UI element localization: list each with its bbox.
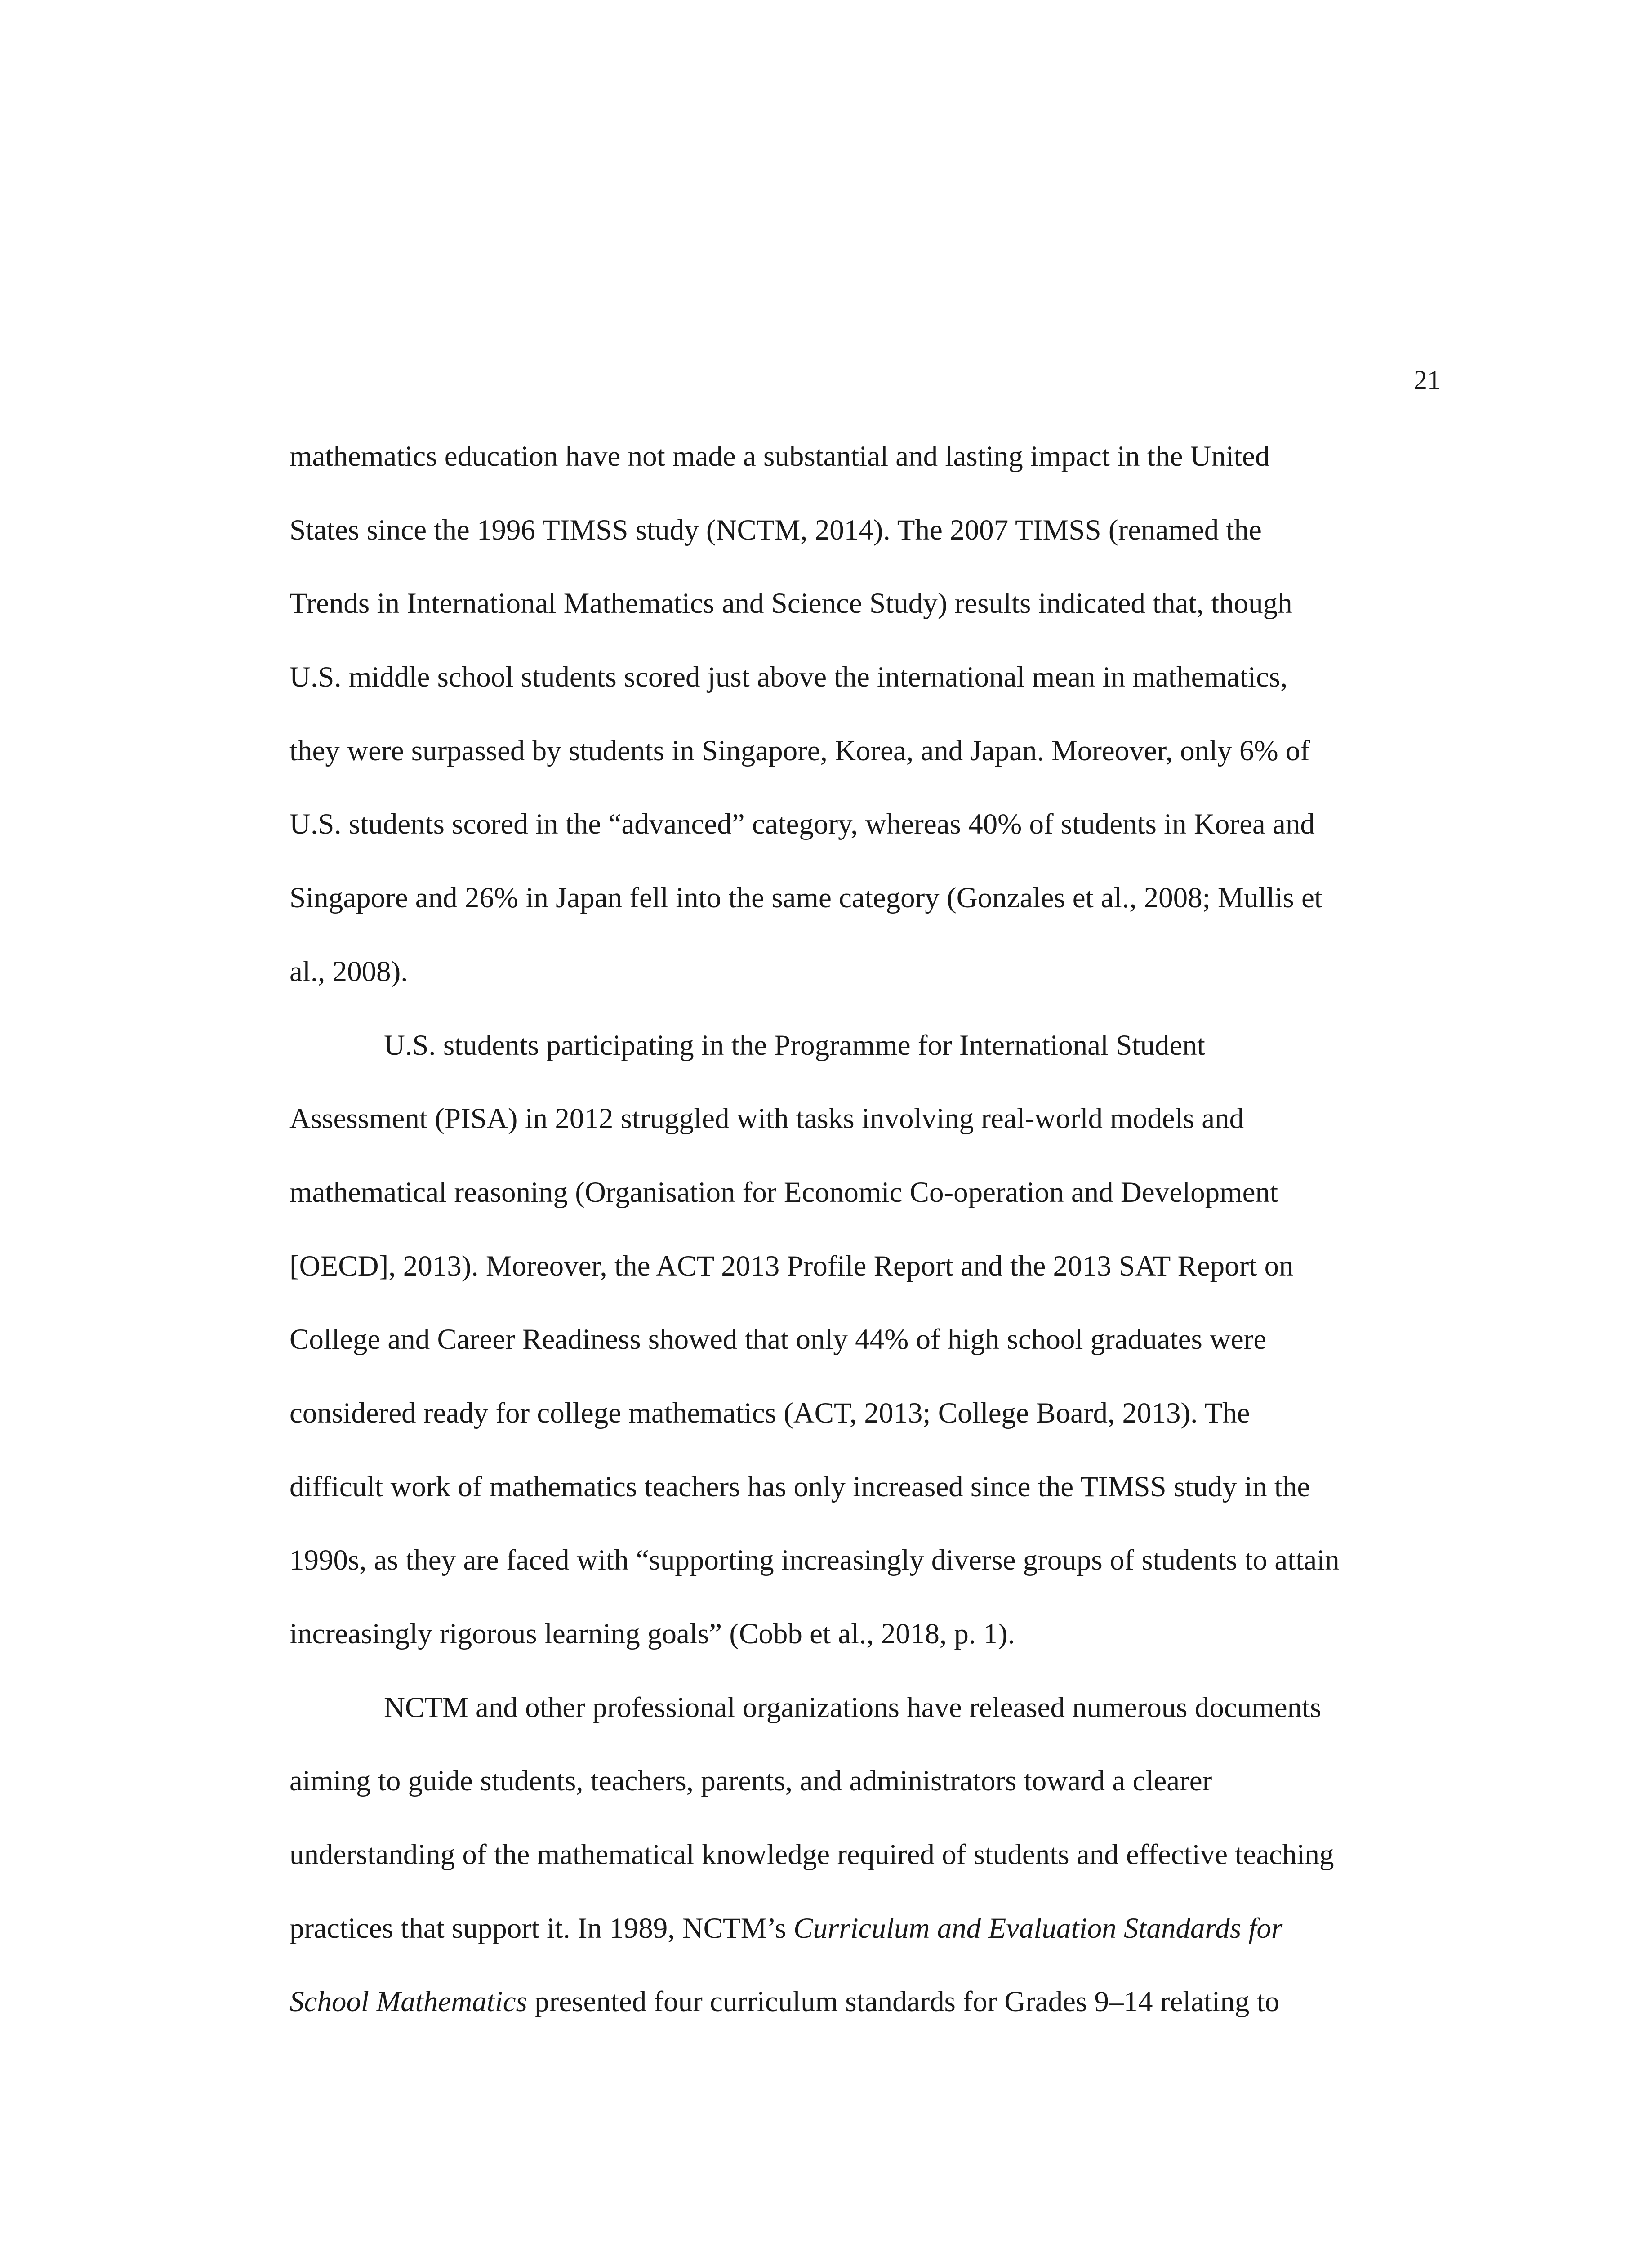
text-line: 1990s, as they are faced with “supporting increasingly diverse groups of students to attain — [289, 1544, 1340, 1577]
text-line: they were surpassed by students in Singapore, Korea, and Japan. Moreover, only 6% of — [289, 734, 1310, 767]
body-text — [289, 432, 1485, 2051]
text-line: mathematical reasoning (Organisation for Economic Co-operation and Development — [289, 1176, 1278, 1209]
text-line: U.S. students scored in the “advanced” category, whereas 40% of students in Korea and — [289, 808, 1315, 841]
text-line: al., 2008). — [289, 955, 408, 988]
text-line: College and Career Readiness showed that only 44% of high school graduates were — [289, 1323, 1267, 1356]
text-line: aiming to guide students, teachers, parents, and administrators toward a clearer — [289, 1765, 1212, 1798]
text-run: presented four curriculum standards for Grades 9–14 relating to — [527, 1985, 1280, 2018]
text-line: States since the 1996 TIMSS study (NCTM, 2014). The 2007 TIMSS (renamed the — [289, 513, 1262, 546]
text-line: [OECD], 2013). Moreover, the ACT 2013 Profile Report and the 2013 SAT Report on — [289, 1249, 1294, 1282]
page-number: 21 — [1414, 365, 1441, 395]
text-line: Trends in International Mathematics and Science Study) results indicated that, though — [289, 587, 1292, 620]
text-line: increasingly rigorous learning goals” (Cobb et al., 2018, p. 1). — [289, 1618, 1015, 1650]
text-line: U.S. middle school students scored just above the international mean in mathematics, — [289, 661, 1288, 694]
text-line — [289, 1904, 1485, 1977]
text-line — [289, 1977, 1485, 2051]
text-line: difficult work of mathematics teachers has only increased since the TIMSS study in the — [289, 1470, 1310, 1503]
text-line: understanding of the mathematical knowledge required of students and effective teaching — [289, 1838, 1334, 1871]
paragraph-start-line: NCTM and other professional organizations have released numerous documents — [384, 1691, 1322, 1724]
text-run: practices that support it. In 1989, NCTM’s — [289, 1912, 794, 1945]
text-line: Assessment (PISA) in 2012 struggled with tasks involving real-world models and — [289, 1102, 1244, 1135]
book-title-italic: Curriculum and Evaluation Standards for — [793, 1912, 1283, 1945]
text-line: Singapore and 26% in Japan fell into the same category (Gonzales et al., 2008; Mullis et — [289, 882, 1322, 914]
paragraph-start-line: U.S. students participating in the Programme for International Student — [384, 1029, 1205, 1062]
text-line: mathematics education have not made a substantial and lasting impact in the United — [289, 440, 1270, 473]
book-title-italic: School Mathematics — [289, 1985, 527, 2018]
text-line: considered ready for college mathematics (ACT, 2013; College Board, 2013). The — [289, 1396, 1250, 1429]
